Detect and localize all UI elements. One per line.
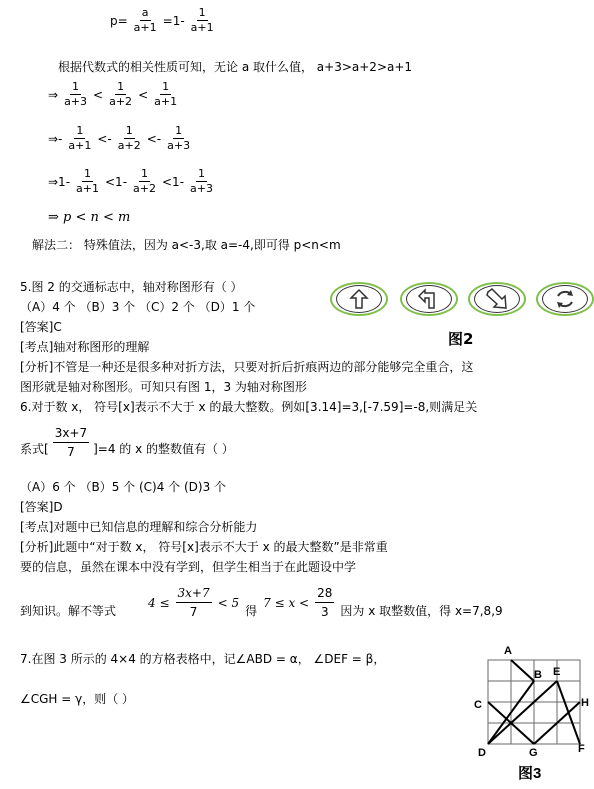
q7-line-2: ∠CGH = γ，则（ ） bbox=[20, 692, 135, 706]
up-arrow-sign-icon bbox=[330, 282, 388, 316]
q5-analysis-2: 图形就是轴对称图形。可知只有图 1，3 为轴对称图形 bbox=[20, 380, 307, 394]
figure-3-label: 图3 bbox=[518, 765, 542, 782]
fraction: $\frac{1}{a+1}$ bbox=[190, 6, 214, 34]
point-g-label: G bbox=[529, 747, 538, 759]
inequality-2: ⇒- $\frac{1}{a+1}$ <- $\frac{1}{a+2}$ <- $\frac{1}{a+3}$ bbox=[48, 124, 191, 152]
q6-options: （A）6 个 （B）5 个 (C)4 个 (D)3 个 bbox=[20, 480, 227, 494]
point-d-label: D bbox=[478, 747, 486, 759]
turn-left-sign-icon bbox=[400, 282, 458, 316]
point-a-label: A bbox=[504, 645, 512, 657]
point-f-label: F bbox=[578, 743, 585, 755]
roundabout-sign-icon bbox=[536, 282, 594, 316]
figure-2-label: 图2 bbox=[448, 330, 474, 348]
q6-point: [考点]对题中已知信息的理解和综合分析能力 bbox=[20, 520, 258, 534]
figure-3-grid bbox=[470, 642, 592, 788]
fraction: $\frac{a}{a+1}$ bbox=[133, 6, 157, 34]
equation-p: p= $\frac{a}{a+1}$ =1- $\frac{1}{a+1}$ bbox=[110, 6, 214, 34]
point-e-label: E bbox=[553, 666, 561, 678]
q6-relation: 系式[ $\frac{3x+7}{7}$ ]=4 的 x 的整数值有（ ） bbox=[20, 426, 234, 459]
inequality-1: ⇒ $\frac{1}{a+3}$ < $\frac{1}{a+2}$ < $\frac{1}{a+1}$ bbox=[48, 80, 178, 108]
inequality-3: ⇒1- $\frac{1}{a+1}$ <1- $\frac{1}{a+2}$ <1- $\frac{1}{a+3}$ bbox=[48, 167, 213, 195]
down-right-arrow-sign-icon bbox=[468, 282, 526, 316]
q6-analysis-2: 要的信息，虽然在课本中没有学到，但学生相当于在此题设中学 bbox=[20, 560, 357, 574]
q6-question: 6.对于数 x， 符号[x]表示不大于 x 的最大整数。例如[3.14]=3,[-7.59]=-8,则满足关 bbox=[20, 400, 478, 414]
q6-answer: [答案]D bbox=[20, 500, 63, 514]
point-h-label: H bbox=[581, 697, 589, 709]
q6-solve: 到知识。解不等式 4 ≤ $\frac{3x+7}{7}$ < 5 得 7 ≤ x < $\frac{28}{3}$ 因为 x 取整数值，得 x=7,8,9 bbox=[20, 586, 503, 619]
intro-text: 根据代数式的相关性质可知，无论 a 取什么值， a+3>a+2>a+1 bbox=[58, 60, 413, 74]
point-c-label: C bbox=[474, 699, 482, 711]
q5-answer: [答案]C bbox=[20, 320, 62, 334]
method-two: 解法二： 特殊值法，因为 a<-3,取 a=-4,即可得 p<n<m bbox=[32, 238, 341, 252]
q6-analysis-1: [分析]此题中“对于数 x， 符号[x]表示不大于 x 的最大整数”是非常重 bbox=[20, 540, 388, 554]
point-b-label: B bbox=[534, 669, 542, 681]
inequality-4: ⇒ p < n < m bbox=[48, 210, 131, 225]
q5-point: [考点]轴对称图形的理解 bbox=[20, 340, 150, 354]
q7-line-1: 7.在图 3 所示的 4×4 的方格表格中，记∠ABD = α， ∠DEF = β， bbox=[20, 652, 386, 666]
q5-question: 5.图 2 的交通标志中，轴对称图形有（ ） bbox=[20, 280, 243, 294]
q5-analysis-1: [分析]不管是一种还是很多种对折方法，只要对折后折痕两边的部分能够完全重合，这 bbox=[20, 360, 474, 374]
q5-options: （A）4 个 （B）3 个 （C）2 个 （D）1 个 bbox=[20, 300, 256, 314]
